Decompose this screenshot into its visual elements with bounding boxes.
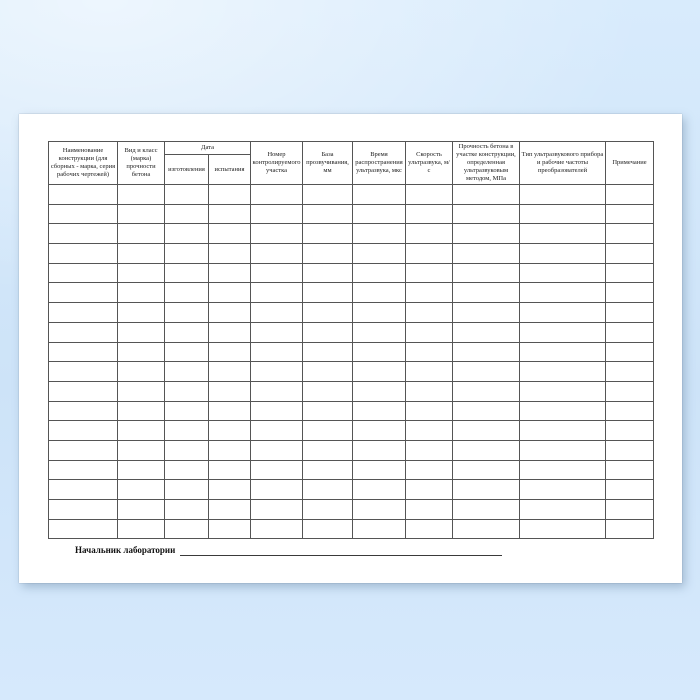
col-header-date-made: изготовления bbox=[165, 155, 209, 185]
empty-cell bbox=[49, 500, 118, 520]
table-row bbox=[49, 519, 654, 539]
empty-cell bbox=[49, 421, 118, 441]
empty-cell bbox=[353, 224, 406, 244]
col-header-section-number: Номер контролируемого участка bbox=[251, 142, 303, 185]
empty-cell bbox=[406, 322, 453, 342]
empty-cell bbox=[453, 519, 520, 539]
table-row bbox=[49, 263, 654, 283]
empty-cell bbox=[303, 185, 353, 205]
empty-cell bbox=[165, 204, 209, 224]
empty-cell bbox=[209, 401, 251, 421]
table-row bbox=[49, 362, 654, 382]
empty-cell bbox=[520, 480, 606, 500]
empty-cell bbox=[118, 322, 165, 342]
col-header-notes: Примечание bbox=[606, 142, 654, 185]
empty-cell bbox=[118, 519, 165, 539]
empty-cell bbox=[165, 500, 209, 520]
empty-cell bbox=[118, 342, 165, 362]
empty-cell bbox=[209, 185, 251, 205]
col-header-sounding-base: База прозвучивания, мм bbox=[303, 142, 353, 185]
empty-cell bbox=[606, 204, 654, 224]
empty-cell bbox=[303, 303, 353, 323]
empty-cell bbox=[606, 440, 654, 460]
empty-cell bbox=[49, 440, 118, 460]
table-row bbox=[49, 480, 654, 500]
empty-cell bbox=[303, 263, 353, 283]
empty-cell bbox=[49, 204, 118, 224]
empty-cell bbox=[406, 519, 453, 539]
col-header-concrete-type: Вид и класс (марка) прочности бетона bbox=[118, 142, 165, 185]
empty-cell bbox=[520, 362, 606, 382]
empty-cell bbox=[165, 342, 209, 362]
empty-cell bbox=[251, 342, 303, 362]
empty-cell bbox=[453, 440, 520, 460]
empty-cell bbox=[353, 401, 406, 421]
empty-cell bbox=[453, 283, 520, 303]
table-row bbox=[49, 460, 654, 480]
empty-cell bbox=[118, 362, 165, 382]
empty-cell bbox=[209, 303, 251, 323]
empty-cell bbox=[118, 460, 165, 480]
signature-line bbox=[180, 545, 502, 556]
empty-cell bbox=[453, 460, 520, 480]
empty-cell bbox=[303, 224, 353, 244]
col-header-concrete-strength: Прочность бетона в участке конструкции, определенная ультразвуковым методом, МПа bbox=[453, 142, 520, 185]
empty-cell bbox=[453, 480, 520, 500]
empty-cell bbox=[49, 381, 118, 401]
empty-cell bbox=[251, 460, 303, 480]
empty-cell bbox=[406, 460, 453, 480]
empty-cell bbox=[251, 362, 303, 382]
empty-cell bbox=[520, 500, 606, 520]
col-header-date-group: Дата bbox=[165, 142, 251, 155]
empty-cell bbox=[165, 519, 209, 539]
empty-cell bbox=[520, 440, 606, 460]
empty-cell bbox=[520, 283, 606, 303]
empty-cell bbox=[303, 342, 353, 362]
empty-cell bbox=[453, 500, 520, 520]
empty-cell bbox=[251, 500, 303, 520]
col-header-device-type: Тип ультразвукового прибора и рабочие частоты преобразователей bbox=[520, 142, 606, 185]
ultrasonic-test-log-table bbox=[48, 141, 654, 539]
empty-cell bbox=[49, 244, 118, 264]
empty-cell bbox=[251, 303, 303, 323]
empty-cell bbox=[606, 480, 654, 500]
empty-cell bbox=[353, 204, 406, 224]
empty-cell bbox=[118, 401, 165, 421]
table-row bbox=[49, 421, 654, 441]
empty-cell bbox=[606, 362, 654, 382]
empty-cell bbox=[303, 204, 353, 224]
empty-cell bbox=[453, 303, 520, 323]
table-row bbox=[49, 381, 654, 401]
signature-block bbox=[75, 544, 502, 556]
empty-cell bbox=[49, 303, 118, 323]
empty-cell bbox=[520, 519, 606, 539]
empty-cell bbox=[406, 362, 453, 382]
empty-cell bbox=[209, 362, 251, 382]
empty-cell bbox=[165, 283, 209, 303]
empty-cell bbox=[251, 244, 303, 264]
empty-cell bbox=[165, 263, 209, 283]
empty-cell bbox=[209, 421, 251, 441]
empty-cell bbox=[165, 401, 209, 421]
table-row bbox=[49, 283, 654, 303]
empty-cell bbox=[165, 185, 209, 205]
empty-cell bbox=[251, 519, 303, 539]
empty-cell bbox=[165, 381, 209, 401]
empty-cell bbox=[406, 204, 453, 224]
empty-cell bbox=[406, 303, 453, 323]
empty-cell bbox=[118, 421, 165, 441]
empty-cell bbox=[251, 224, 303, 244]
empty-cell bbox=[165, 244, 209, 264]
empty-cell bbox=[118, 263, 165, 283]
col-header-date-tested: испытания bbox=[209, 155, 251, 185]
empty-cell bbox=[303, 244, 353, 264]
empty-cell bbox=[406, 185, 453, 205]
empty-cell bbox=[520, 185, 606, 205]
empty-cell bbox=[209, 322, 251, 342]
col-header-propagation-time: Время распространения ультразвука, мкс bbox=[353, 142, 406, 185]
empty-cell bbox=[353, 322, 406, 342]
empty-cell bbox=[406, 381, 453, 401]
empty-cell bbox=[209, 224, 251, 244]
empty-cell bbox=[165, 322, 209, 342]
empty-cell bbox=[251, 480, 303, 500]
table-row bbox=[49, 440, 654, 460]
empty-cell bbox=[303, 421, 353, 441]
empty-cell bbox=[118, 204, 165, 224]
empty-cell bbox=[353, 342, 406, 362]
empty-cell bbox=[353, 440, 406, 460]
empty-cell bbox=[209, 519, 251, 539]
empty-cell bbox=[406, 342, 453, 362]
empty-cell bbox=[353, 381, 406, 401]
empty-cell bbox=[453, 322, 520, 342]
empty-cell bbox=[353, 460, 406, 480]
empty-cell bbox=[209, 460, 251, 480]
table-row bbox=[49, 401, 654, 421]
empty-cell bbox=[520, 322, 606, 342]
empty-cell bbox=[303, 460, 353, 480]
empty-cell bbox=[165, 460, 209, 480]
empty-cell bbox=[49, 263, 118, 283]
empty-cell bbox=[209, 440, 251, 460]
col-header-ultrasound-speed: Скорость ультразвука, м/с bbox=[406, 142, 453, 185]
table-row bbox=[49, 322, 654, 342]
empty-cell bbox=[49, 185, 118, 205]
empty-cell bbox=[118, 303, 165, 323]
empty-cell bbox=[453, 362, 520, 382]
empty-cell bbox=[303, 480, 353, 500]
empty-cell bbox=[49, 224, 118, 244]
empty-cell bbox=[353, 362, 406, 382]
empty-cell bbox=[209, 244, 251, 264]
empty-cell bbox=[49, 401, 118, 421]
empty-cell bbox=[353, 283, 406, 303]
empty-cell bbox=[251, 185, 303, 205]
empty-cell bbox=[606, 401, 654, 421]
empty-cell bbox=[353, 519, 406, 539]
empty-cell bbox=[251, 401, 303, 421]
empty-cell bbox=[453, 263, 520, 283]
empty-cell bbox=[209, 381, 251, 401]
empty-cell bbox=[353, 421, 406, 441]
empty-cell bbox=[520, 381, 606, 401]
empty-cell bbox=[49, 480, 118, 500]
empty-cell bbox=[453, 401, 520, 421]
empty-cell bbox=[606, 283, 654, 303]
empty-cell bbox=[49, 362, 118, 382]
empty-cell bbox=[303, 401, 353, 421]
empty-cell bbox=[49, 342, 118, 362]
empty-cell bbox=[520, 342, 606, 362]
empty-cell bbox=[165, 421, 209, 441]
empty-cell bbox=[520, 401, 606, 421]
empty-cell bbox=[303, 500, 353, 520]
empty-cell bbox=[353, 185, 406, 205]
empty-cell bbox=[520, 244, 606, 264]
empty-cell bbox=[606, 263, 654, 283]
empty-cell bbox=[251, 263, 303, 283]
empty-cell bbox=[453, 185, 520, 205]
empty-cell bbox=[251, 322, 303, 342]
empty-cell bbox=[453, 381, 520, 401]
empty-cell bbox=[606, 244, 654, 264]
empty-cell bbox=[303, 440, 353, 460]
empty-cell bbox=[165, 303, 209, 323]
empty-cell bbox=[353, 244, 406, 264]
empty-cell bbox=[353, 500, 406, 520]
table-row bbox=[49, 500, 654, 520]
empty-cell bbox=[118, 185, 165, 205]
empty-cell bbox=[520, 224, 606, 244]
empty-cell bbox=[606, 519, 654, 539]
empty-cell bbox=[606, 342, 654, 362]
empty-cell bbox=[606, 500, 654, 520]
empty-cell bbox=[209, 500, 251, 520]
table-row bbox=[49, 185, 654, 205]
empty-cell bbox=[606, 322, 654, 342]
empty-cell bbox=[118, 381, 165, 401]
empty-cell bbox=[406, 440, 453, 460]
empty-cell bbox=[520, 303, 606, 323]
empty-cell bbox=[606, 421, 654, 441]
empty-cell bbox=[251, 381, 303, 401]
empty-cell bbox=[353, 480, 406, 500]
empty-cell bbox=[118, 283, 165, 303]
empty-cell bbox=[453, 224, 520, 244]
empty-cell bbox=[49, 519, 118, 539]
empty-cell bbox=[209, 263, 251, 283]
empty-cell bbox=[303, 362, 353, 382]
empty-cell bbox=[303, 381, 353, 401]
empty-cell bbox=[118, 500, 165, 520]
empty-cell bbox=[209, 342, 251, 362]
empty-cell bbox=[606, 381, 654, 401]
empty-cell bbox=[520, 460, 606, 480]
lab-head-label: Начальник лаборатории bbox=[75, 545, 176, 555]
empty-cell bbox=[303, 322, 353, 342]
empty-cell bbox=[165, 480, 209, 500]
empty-cell bbox=[251, 440, 303, 460]
empty-cell bbox=[406, 263, 453, 283]
empty-cell bbox=[49, 322, 118, 342]
empty-cell bbox=[118, 440, 165, 460]
empty-cell bbox=[406, 244, 453, 264]
empty-cell bbox=[606, 460, 654, 480]
empty-cell bbox=[406, 401, 453, 421]
table-row bbox=[49, 224, 654, 244]
empty-cell bbox=[303, 519, 353, 539]
table-row bbox=[49, 204, 654, 224]
header-row-top bbox=[49, 142, 654, 155]
empty-cell bbox=[118, 224, 165, 244]
empty-cell bbox=[453, 421, 520, 441]
table-row bbox=[49, 244, 654, 264]
empty-cell bbox=[251, 283, 303, 303]
empty-cell bbox=[353, 303, 406, 323]
empty-cell bbox=[49, 283, 118, 303]
empty-cell bbox=[49, 460, 118, 480]
empty-cell bbox=[165, 224, 209, 244]
empty-cell bbox=[520, 421, 606, 441]
empty-cell bbox=[606, 224, 654, 244]
empty-cell bbox=[453, 342, 520, 362]
col-header-construction: Наименование конструкции (для сборных - марка, серия рабочих чертежей) bbox=[49, 142, 118, 185]
empty-cell bbox=[353, 263, 406, 283]
empty-cell bbox=[406, 283, 453, 303]
document-page bbox=[19, 114, 682, 583]
empty-cell bbox=[303, 283, 353, 303]
empty-cell bbox=[209, 480, 251, 500]
table-row bbox=[49, 303, 654, 323]
empty-cell bbox=[165, 440, 209, 460]
empty-cell bbox=[520, 263, 606, 283]
empty-cell bbox=[406, 500, 453, 520]
empty-cell bbox=[209, 204, 251, 224]
empty-cell bbox=[406, 224, 453, 244]
empty-cell bbox=[118, 480, 165, 500]
empty-cell bbox=[165, 362, 209, 382]
empty-cell bbox=[118, 244, 165, 264]
empty-cell bbox=[406, 421, 453, 441]
empty-cell bbox=[453, 244, 520, 264]
empty-cell bbox=[251, 421, 303, 441]
empty-cell bbox=[251, 204, 303, 224]
empty-cell bbox=[520, 204, 606, 224]
table-row bbox=[49, 342, 654, 362]
empty-cell bbox=[453, 204, 520, 224]
empty-cell bbox=[406, 480, 453, 500]
empty-cell bbox=[606, 303, 654, 323]
empty-cell bbox=[209, 283, 251, 303]
empty-cell bbox=[606, 185, 654, 205]
